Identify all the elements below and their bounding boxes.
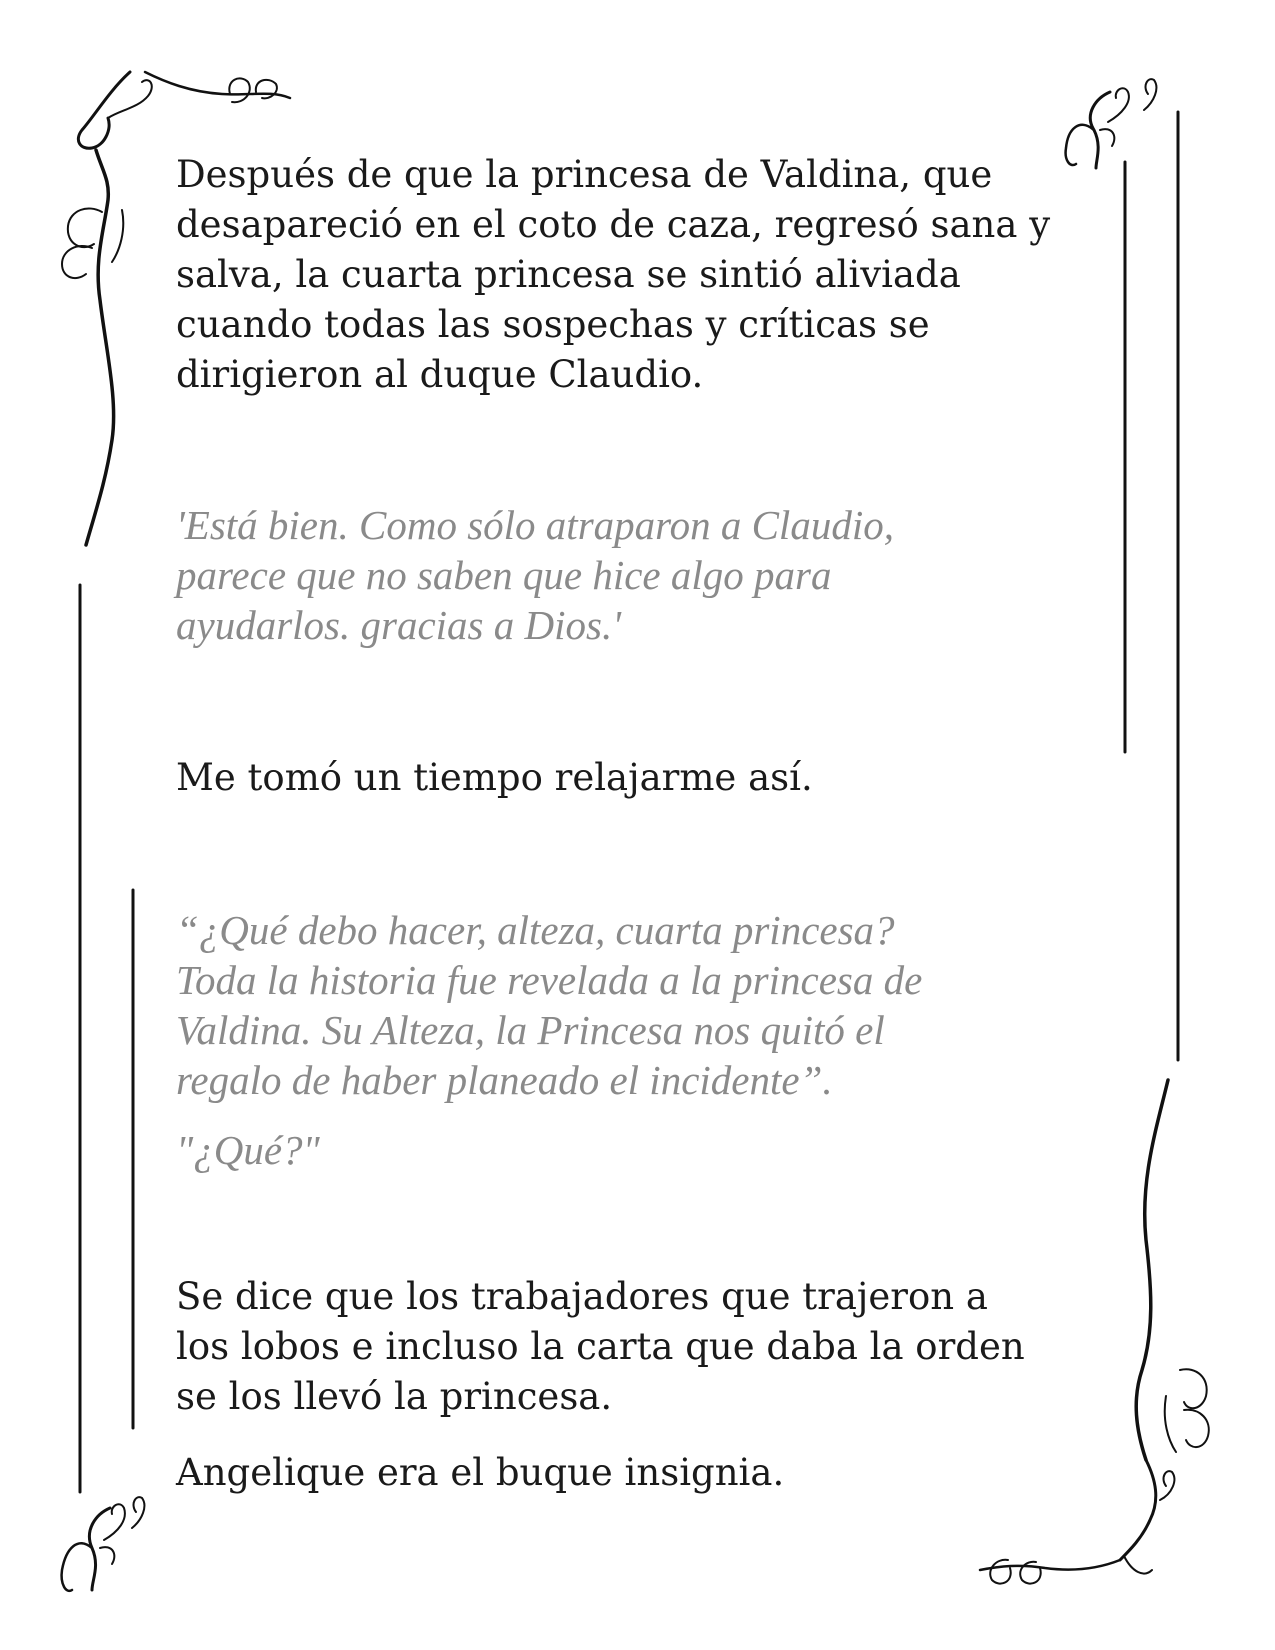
paragraph-7: Angelique era el buque insignia. bbox=[176, 1451, 785, 1494]
flourish-top-right-icon bbox=[1066, 79, 1157, 168]
paragraph-3: Me tomó un tiempo relajarme así. bbox=[176, 756, 813, 799]
paragraph-5-dialogue: "¿Qué?" bbox=[176, 1127, 320, 1173]
paragraph-1: Después de que la princesa de Valdina, que desapareció en el coto de caza, regresó sana y salva, la cuarta princesa se sintió aliviada cuando todas las sospechas y críticas se dirigieron al duque Claudio. bbox=[176, 153, 1051, 396]
paragraph-4-dialogue: “¿Qué debo hacer, alteza, cuarta princesa? Toda la historia fue revelada a la princesa de Valdina. Su Alteza, la Princesa nos quitó el regalo de haber planeado el incidente”. bbox=[176, 907, 923, 1103]
paragraph-2-thought: 'Está bien. Como sólo atraparon a Claudio, parece que no saben que hice algo para ayudarlos. gracias a Dios.' bbox=[176, 502, 894, 648]
flourish-bottom-left-icon bbox=[62, 1497, 145, 1591]
paragraph-6: Se dice que los trabajadores que trajeron a los lobos e incluso la carta que daba la orden se los llevó la princesa. bbox=[176, 1275, 1025, 1418]
